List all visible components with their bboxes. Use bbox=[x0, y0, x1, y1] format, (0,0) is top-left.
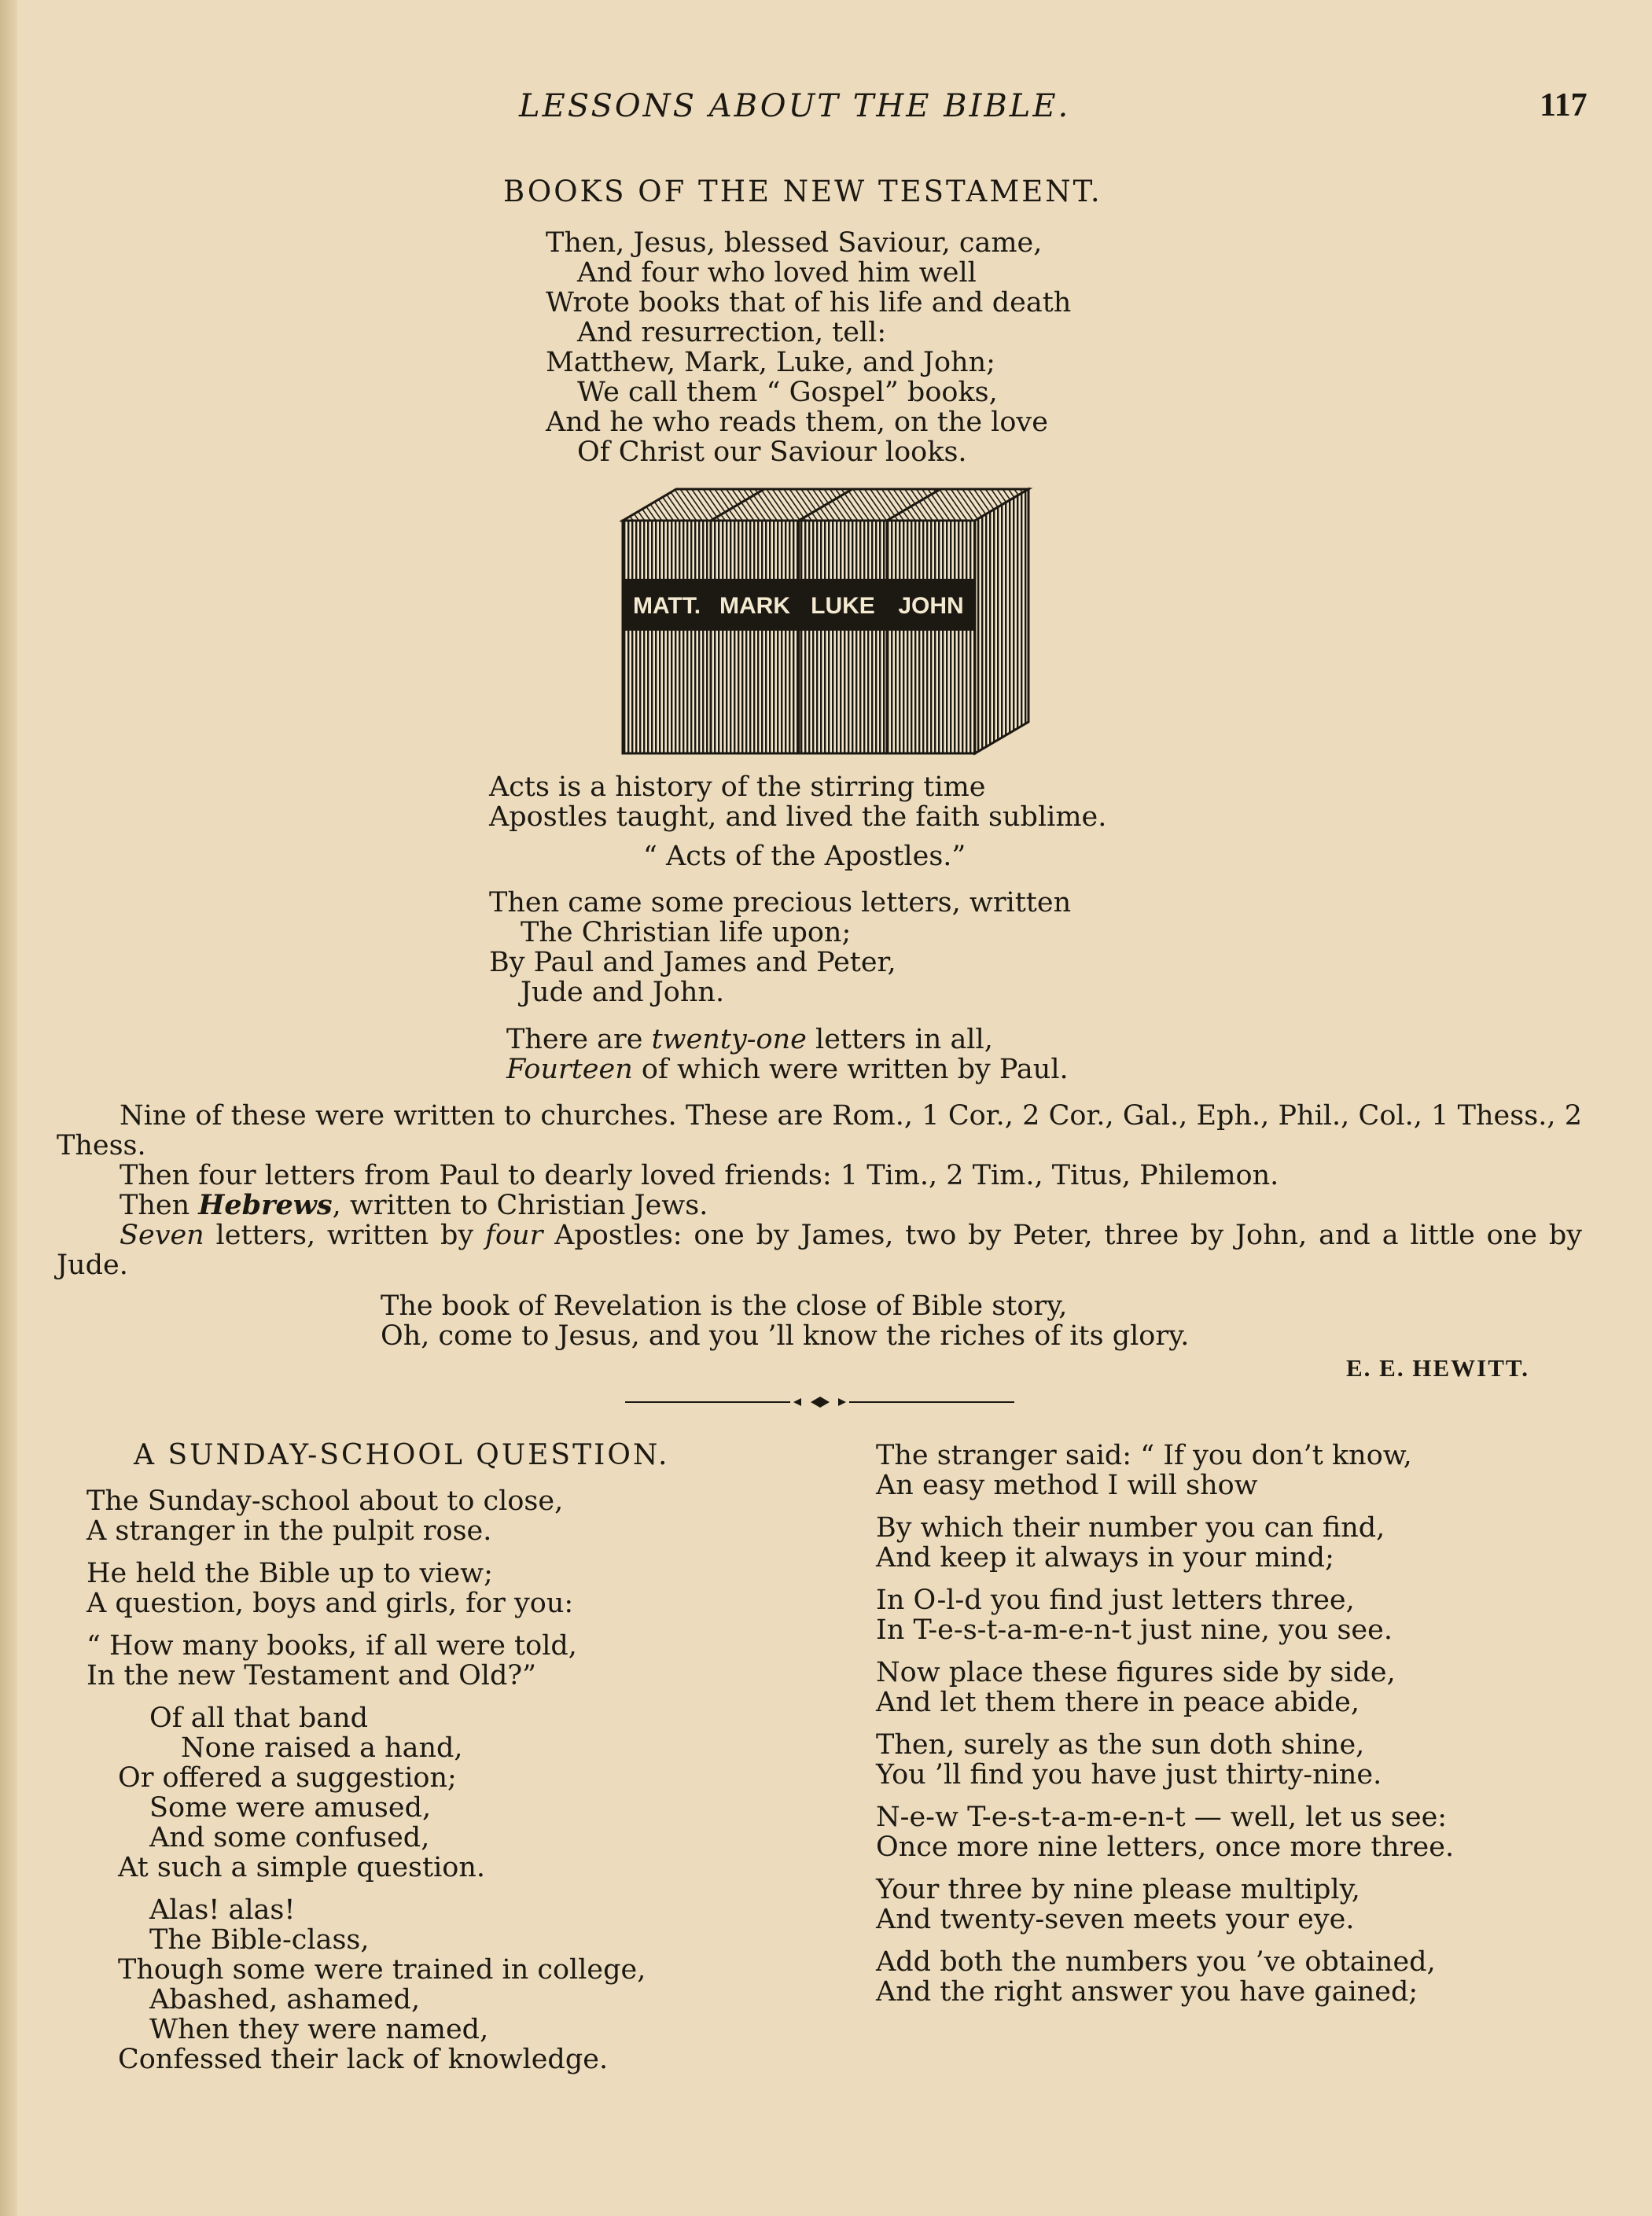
text-run: letters in all, bbox=[806, 1024, 993, 1055]
verse-line: A stranger in the pulpit rose. bbox=[86, 1515, 492, 1547]
stanza-acts bbox=[489, 772, 1106, 832]
stanza bbox=[86, 1486, 646, 1546]
verse-line: Add both the numbers you ’ve obtained, bbox=[876, 1946, 1436, 1978]
verse-line: And the right answer you have gained; bbox=[876, 1976, 1418, 2008]
stanza bbox=[876, 1585, 1454, 1645]
verse-line: When they were named, bbox=[149, 2014, 489, 2045]
verse-line: Acts is a history of the stirring time bbox=[489, 771, 986, 803]
page-gutter-shadow bbox=[0, 0, 17, 2216]
emphasis: four bbox=[485, 1220, 543, 1251]
paragraph-churches: Nine of these were written to churches. These are Rom., 1 Cor., 2 Cor., Gal., Eph., Phil., Col., 1 Thess., 2 Thess. bbox=[57, 1100, 1582, 1161]
stanza bbox=[876, 1947, 1454, 2007]
paragraph-seven-letters bbox=[57, 1220, 1582, 1280]
stanza bbox=[876, 1513, 1454, 1573]
closing-couplet bbox=[381, 1291, 1189, 1351]
stanza-gospels bbox=[546, 228, 1071, 467]
text-run: Apostles: one by James, two by Peter, three by John, and a little one by Jude. bbox=[57, 1220, 1582, 1281]
poem2-left-column bbox=[86, 1486, 646, 2074]
verse-line: Of all that band bbox=[149, 1702, 369, 1734]
stanza bbox=[876, 1802, 1454, 1862]
stanza bbox=[876, 1875, 1454, 1934]
verse-line: And some confused, bbox=[149, 1822, 430, 1853]
verse-line: Oh, come to Jesus, and you ’ll know the riches of its glory. bbox=[381, 1320, 1190, 1352]
verse-line: Then came some precious letters, written bbox=[489, 887, 1072, 918]
verse-line: By which their number you can find, bbox=[876, 1512, 1385, 1544]
paragraph-hebrews bbox=[57, 1191, 1582, 1220]
book-label-matthew: MATT. bbox=[632, 593, 701, 619]
text-run: , written to Christian Jews. bbox=[332, 1190, 708, 1221]
running-title: LESSONS ABOUT THE BIBLE. bbox=[519, 88, 1071, 124]
verse-line: In T-e-s-t-a-m-e-n-t just nine, you see. bbox=[876, 1614, 1393, 1646]
verse-line: In O-l-d you find just letters three, bbox=[876, 1585, 1355, 1616]
acts-caption: “ Acts of the Apostles.” bbox=[643, 841, 966, 872]
stanza bbox=[876, 1658, 1454, 1717]
verse-line: The Bible-class, bbox=[149, 1924, 370, 1956]
verse-line: None raised a hand, bbox=[181, 1732, 463, 1764]
book-label-luke: LUKE bbox=[811, 593, 875, 619]
paragraph-friends: Then four letters from Paul to dearly loved friends: 1 Tim., 2 Tim., Titus, Philemon. bbox=[120, 1160, 1279, 1191]
verse-line: And resurrection, tell: bbox=[577, 317, 887, 348]
verse-line: Or offered a suggestion; bbox=[118, 1762, 457, 1794]
stanza bbox=[86, 1559, 646, 1618]
stanza bbox=[876, 1730, 1454, 1790]
text-run: of which were written by Paul. bbox=[632, 1054, 1069, 1085]
verse-line: Then, Jesus, blessed Saviour, came, bbox=[546, 227, 1043, 259]
verse-line: The stranger said: “ If you don’t know, bbox=[876, 1440, 1412, 1471]
poem-title-new-testament: BOOKS OF THE NEW TESTAMENT. bbox=[503, 175, 1102, 208]
verse-line: The Christian life upon; bbox=[521, 917, 852, 948]
emphasis: Hebrews bbox=[198, 1189, 333, 1221]
verse-line: In the new Testament and Old?” bbox=[86, 1660, 537, 1691]
verse-line: And let them there in peace abide, bbox=[876, 1687, 1359, 1718]
verse-line: Though some were trained in college, bbox=[118, 1954, 646, 1986]
book-label-john: JOHN bbox=[898, 593, 964, 619]
emphasis: Fourteen bbox=[506, 1054, 633, 1085]
verse-line: Apostles taught, and lived the faith sublime. bbox=[489, 801, 1107, 833]
verse-line-twenty-one bbox=[506, 1025, 1069, 1055]
book-label-mark: MARK bbox=[719, 593, 790, 619]
verse-line: N-e-w T-e-s-t-a-m-e-n-t — well, let us see: bbox=[876, 1802, 1448, 1833]
verse-line: By Paul and James and Peter, bbox=[489, 947, 896, 978]
verse-line: Now place these figures side by side, bbox=[876, 1657, 1396, 1688]
emphasis: twenty-one bbox=[651, 1024, 807, 1055]
verse-line: Wrote books that of his life and death bbox=[546, 287, 1072, 318]
verse-line: We call them “ Gospel” books, bbox=[577, 377, 998, 408]
text-run: There are bbox=[506, 1024, 652, 1055]
stanza-letters bbox=[489, 888, 1071, 1007]
verse-line-fourteen bbox=[506, 1055, 1069, 1084]
poem2-right-column bbox=[876, 1441, 1454, 2007]
gospel-books-illustration bbox=[620, 486, 1036, 760]
verse-line: And twenty-seven meets your eye. bbox=[876, 1904, 1355, 1935]
text-run: letters, written by bbox=[204, 1220, 485, 1251]
verse-line: The Sunday-school about to close, bbox=[86, 1485, 564, 1517]
verse-line: The book of Revelation is the close of Bible story, bbox=[381, 1290, 1068, 1322]
page-number: 117 bbox=[1540, 87, 1588, 123]
verse-line: Of Christ our Saviour looks. bbox=[577, 436, 967, 468]
verse-line: Abashed, ashamed, bbox=[149, 1984, 421, 2015]
emphasis: Seven bbox=[120, 1220, 204, 1251]
verse-line: Then, surely as the sun doth shine, bbox=[876, 1729, 1365, 1761]
text-run: Then bbox=[120, 1190, 199, 1221]
verse-line: Your three by nine please multiply, bbox=[876, 1874, 1360, 1905]
verse-line: At such a simple question. bbox=[118, 1852, 486, 1883]
verse-line: Matthew, Mark, Luke, and John; bbox=[546, 347, 995, 378]
verse-line: Jude and John. bbox=[521, 977, 725, 1008]
epistles-prose bbox=[57, 1101, 1582, 1280]
verse-line: Some were amused, bbox=[149, 1792, 432, 1824]
verse-line: And four who loved him well bbox=[577, 257, 977, 289]
stanza-alas bbox=[86, 1895, 646, 2074]
verse-line: A question, boys and girls, for you: bbox=[86, 1588, 574, 1619]
stanza-paul-count bbox=[506, 1025, 1069, 1084]
verse-line: He held the Bible up to view; bbox=[86, 1558, 493, 1589]
stanza bbox=[86, 1631, 646, 1691]
verse-line: And he who reads them, on the love bbox=[546, 407, 1048, 438]
book-john bbox=[887, 489, 1028, 753]
verse-line: Once more nine letters, once more three. bbox=[876, 1831, 1455, 1863]
verse-line: “ How many books, if all were told, bbox=[86, 1630, 577, 1662]
verse-line: And keep it always in your mind; bbox=[876, 1542, 1334, 1574]
verse-line: You ’ll find you have just thirty-nine. bbox=[876, 1759, 1382, 1791]
stanza bbox=[876, 1441, 1454, 1500]
verse-line: Alas! alas! bbox=[149, 1894, 296, 1926]
stanza-band bbox=[86, 1703, 646, 1883]
poem-title-sunday-school-question: A SUNDAY-SCHOOL QUESTION. bbox=[134, 1439, 670, 1471]
section-divider-ornament bbox=[625, 1397, 1014, 1408]
verse-line: Confessed their lack of knowledge. bbox=[118, 2044, 609, 2075]
author-credit: E. E. HEWITT. bbox=[1346, 1354, 1530, 1382]
verse-line: An easy method I will show bbox=[876, 1470, 1258, 1501]
